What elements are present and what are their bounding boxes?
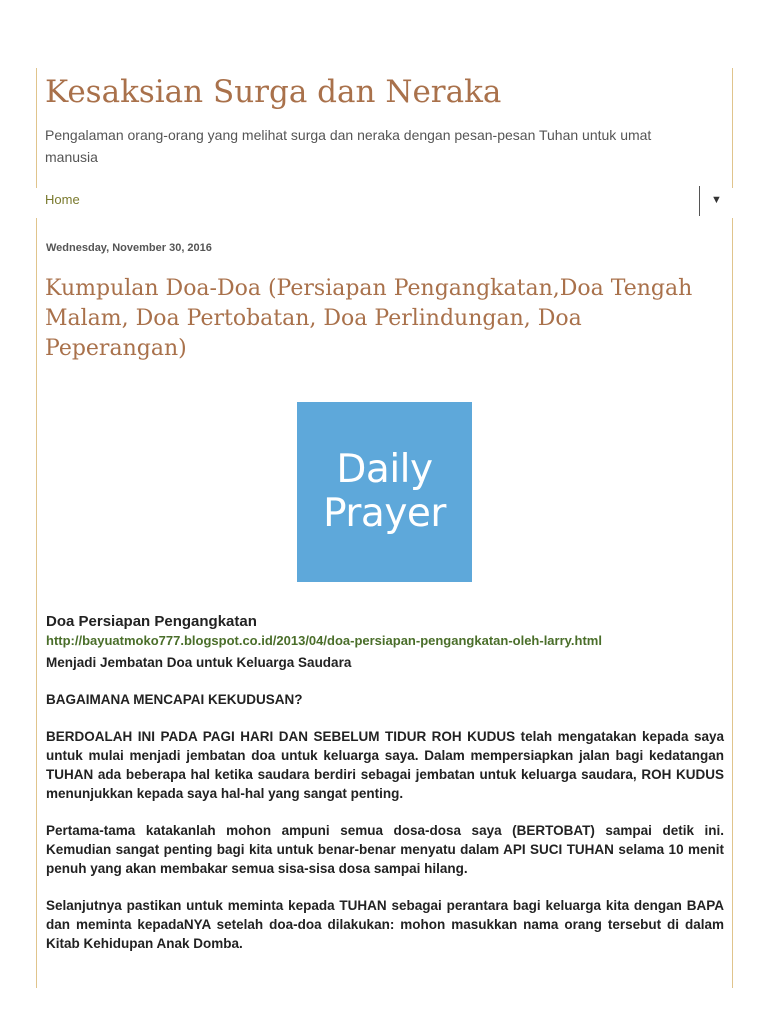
- post-body: [46, 653, 724, 971]
- section-heading: Doa Persiapan Pengangkatan: [46, 613, 257, 630]
- nav-home-link[interactable]: Home: [45, 192, 80, 207]
- post-title[interactable]: Kumpulan Doa-Doa (Persiapan Pengangkatan,Doa Tengah Malam, Doa Pertobatan, Doa Perlindungan, Doa Peperangan): [45, 276, 693, 361]
- blog-description: Pengalaman orang-orang yang melihat surga dan neraka dengan pesan-pesan Tuhan untuk umat manusia: [45, 127, 652, 165]
- source-link[interactable]: http://bayuatmoko777.blogspot.co.id/2013/04/doa-persiapan-pengangkatan-oleh-larry.html: [46, 633, 602, 648]
- image-text-line: Prayer: [323, 491, 446, 536]
- daily-prayer-image[interactable]: [297, 402, 472, 582]
- frame-border: [36, 218, 37, 988]
- blog-frame: [36, 68, 733, 988]
- frame-border: [732, 68, 733, 188]
- nav-divider: [699, 186, 700, 216]
- paragraph: Pertama-tama katakanlah mohon ampuni semua dosa-dosa saya (BERTOBAT) sampai detik ini. Kemudian sangat penting bagi kita untuk benar-benar menyatu dalam API SUCI TUHAN selama 10 menit penuh yang akan membakar semua sisa-sisa dosa sampai hilang.: [46, 823, 724, 876]
- paragraph: Selanjutnya pastikan untuk meminta kepada TUHAN sebagai perantara bagi keluarga kita dengan BAPA dan meminta kepadaNYA setelah doa-doa dilakukan: mohon masukkan nama orang tersebut di dalam Kitab Kehidupan Anak Domba.: [46, 898, 724, 951]
- frame-border: [732, 218, 733, 988]
- paragraph: BAGAIMANA MENCAPAI KEKUDUSAN?: [46, 692, 303, 707]
- frame-border: [36, 68, 37, 188]
- image-text-line: Daily: [336, 447, 433, 492]
- paragraph: Menjadi Jembatan Doa untuk Keluarga Saudara: [46, 655, 352, 670]
- menu-dropdown-icon[interactable]: ▼: [711, 194, 722, 206]
- blog-title-link[interactable]: Kesaksian Surga dan Neraka: [45, 74, 502, 110]
- paragraph: BERDOALAH INI PADA PAGI HARI DAN SEBELUM TIDUR ROH KUDUS telah mengatakan kepada saya untuk mulai menjadi jembatan doa untuk keluarga saya. Dalam mempersiapkan jalan bagi kedatangan TUHAN ada beberapa hal ketika saudara berdiri sebagai jembatan untuk keluarga saudara, ROH KUDUS menunjukkan kepada saya hal-hal yang sangat penting.: [46, 729, 724, 801]
- post-date: Wednesday, November 30, 2016: [46, 242, 212, 254]
